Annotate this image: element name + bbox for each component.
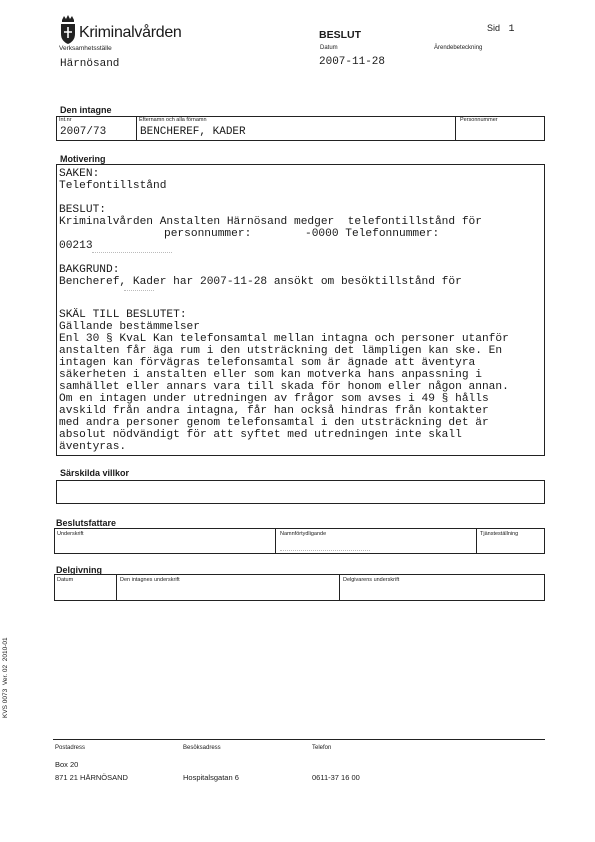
motivation-line: Gällande bestämmelser [59, 321, 200, 333]
page-indicator [487, 23, 515, 35]
motivation-line: personnummer: -0000 Telefonnummer: [164, 228, 440, 240]
org-name: Kriminalvården [79, 24, 182, 41]
signature-field[interactable] [56, 540, 273, 552]
motivation-line: Bencheref, Kader har 2007-11-28 ansökt om besöktillstånd för [59, 276, 462, 288]
delivery-section-title: Delgivning [56, 565, 103, 575]
redaction-mark [124, 290, 154, 291]
case-label: Ärendebeteckning [434, 45, 483, 51]
intnr-value[interactable]: 2007/73 [60, 126, 107, 138]
motivation-line: BAKGRUND: [59, 264, 120, 276]
page-number: 1 [508, 24, 515, 35]
date-label: Datum [320, 45, 338, 51]
phone-value: 0611-37 16 00 [312, 773, 360, 782]
form-code: KVS 0073 Ver. 02 2010-01 [2, 637, 9, 718]
doc-type: BESLUT [319, 29, 361, 41]
page-label: Sid [487, 23, 501, 33]
motivation-line: BESLUT: [59, 204, 106, 216]
postal-line2: 871 21 HÄRNÖSAND [55, 773, 128, 782]
visit-value: Hospitalsgatan 6 [183, 773, 239, 782]
motivation-line: avskild från andra intagna, får han också hindras från kontakter [59, 405, 489, 417]
position-field[interactable] [478, 540, 543, 552]
signature-label: Underskrift [57, 531, 84, 537]
name-clarification-label: Namnförtydligande [280, 531, 327, 537]
motivation-line: Om en intagen under utredningen av frågor som avses i 49 § hålls [59, 393, 489, 405]
motivation-line: 00213 [59, 240, 93, 252]
phone-label: Telefon [312, 745, 332, 751]
inmate-signature-field[interactable] [118, 586, 337, 599]
crown-shield-icon [58, 14, 78, 46]
conditions-section-title: Särskilda villkor [60, 468, 130, 478]
delivery-date-label: Datum [57, 577, 74, 583]
motivation-line: Enl 30 § KvaL Kan telefonsamtal mellan intagna och personer utanför [59, 333, 509, 345]
deliverer-signature-label: Delgivarens underskrift [343, 577, 400, 583]
footer-divider [53, 739, 545, 740]
inmate-signature-label: Den intagnes underskrift [120, 577, 180, 583]
conditions-box[interactable] [56, 480, 545, 504]
motivation-line: samhället eller annars vara till skada för honom eller någon annan. [59, 381, 509, 393]
motivation-line: SAKEN: [59, 168, 100, 180]
unit-label: Verksamhetsställe [59, 45, 112, 52]
motivation-line: absolut nödvändigt för att syftet med utredningen inte skall [59, 429, 462, 441]
inmate-section-title: Den intagne [60, 105, 112, 115]
deliverer-signature-field[interactable] [341, 586, 543, 599]
motivation-line: säkerheten i anstalten eller som kan motverka hans anpassning i [59, 369, 482, 381]
position-label: Tjänsteställning [480, 531, 519, 537]
org-logo [58, 14, 78, 46]
postal-label: Postadress [55, 745, 86, 751]
name-label: Efternamn och alla förnamn [139, 117, 207, 123]
date-value: 2007-11-28 [319, 56, 386, 68]
motivation-line: intagen kan förvägras telefonsamtal som är ägnade att äventyra [59, 357, 476, 369]
postal-line1: Box 20 [55, 760, 79, 769]
motivation-line: med andra personer genom telefonsamtal i den utsträckning det är [59, 417, 489, 429]
motivation-line: äventyras. [59, 441, 127, 453]
motivation-line: anstalten får äga rum i den utsträckning det lämpligen kan ske. En [59, 345, 503, 357]
intnr-label: Int.nr [59, 117, 72, 123]
motivation-line: SKÄL TILL BESLUTET: [59, 309, 187, 321]
decision-maker-section-title: Beslutsfattare [56, 518, 117, 528]
visit-label: Besöksadress [183, 745, 221, 751]
unit-value: Härnösand [60, 58, 120, 70]
name-clarification-field[interactable] [277, 540, 474, 552]
motivation-line: Kriminalvården Anstalten Härnösand medger telefontillstånd för [59, 216, 482, 228]
delivery-date-field[interactable] [56, 586, 114, 599]
pnr-label: Personnummer [460, 117, 498, 123]
motivation-line: Telefontillstånd [59, 180, 167, 192]
redaction-mark [92, 252, 172, 253]
motivation-section-title: Motivering [60, 154, 106, 164]
name-value[interactable]: BENCHEREF, KADER [140, 126, 246, 138]
